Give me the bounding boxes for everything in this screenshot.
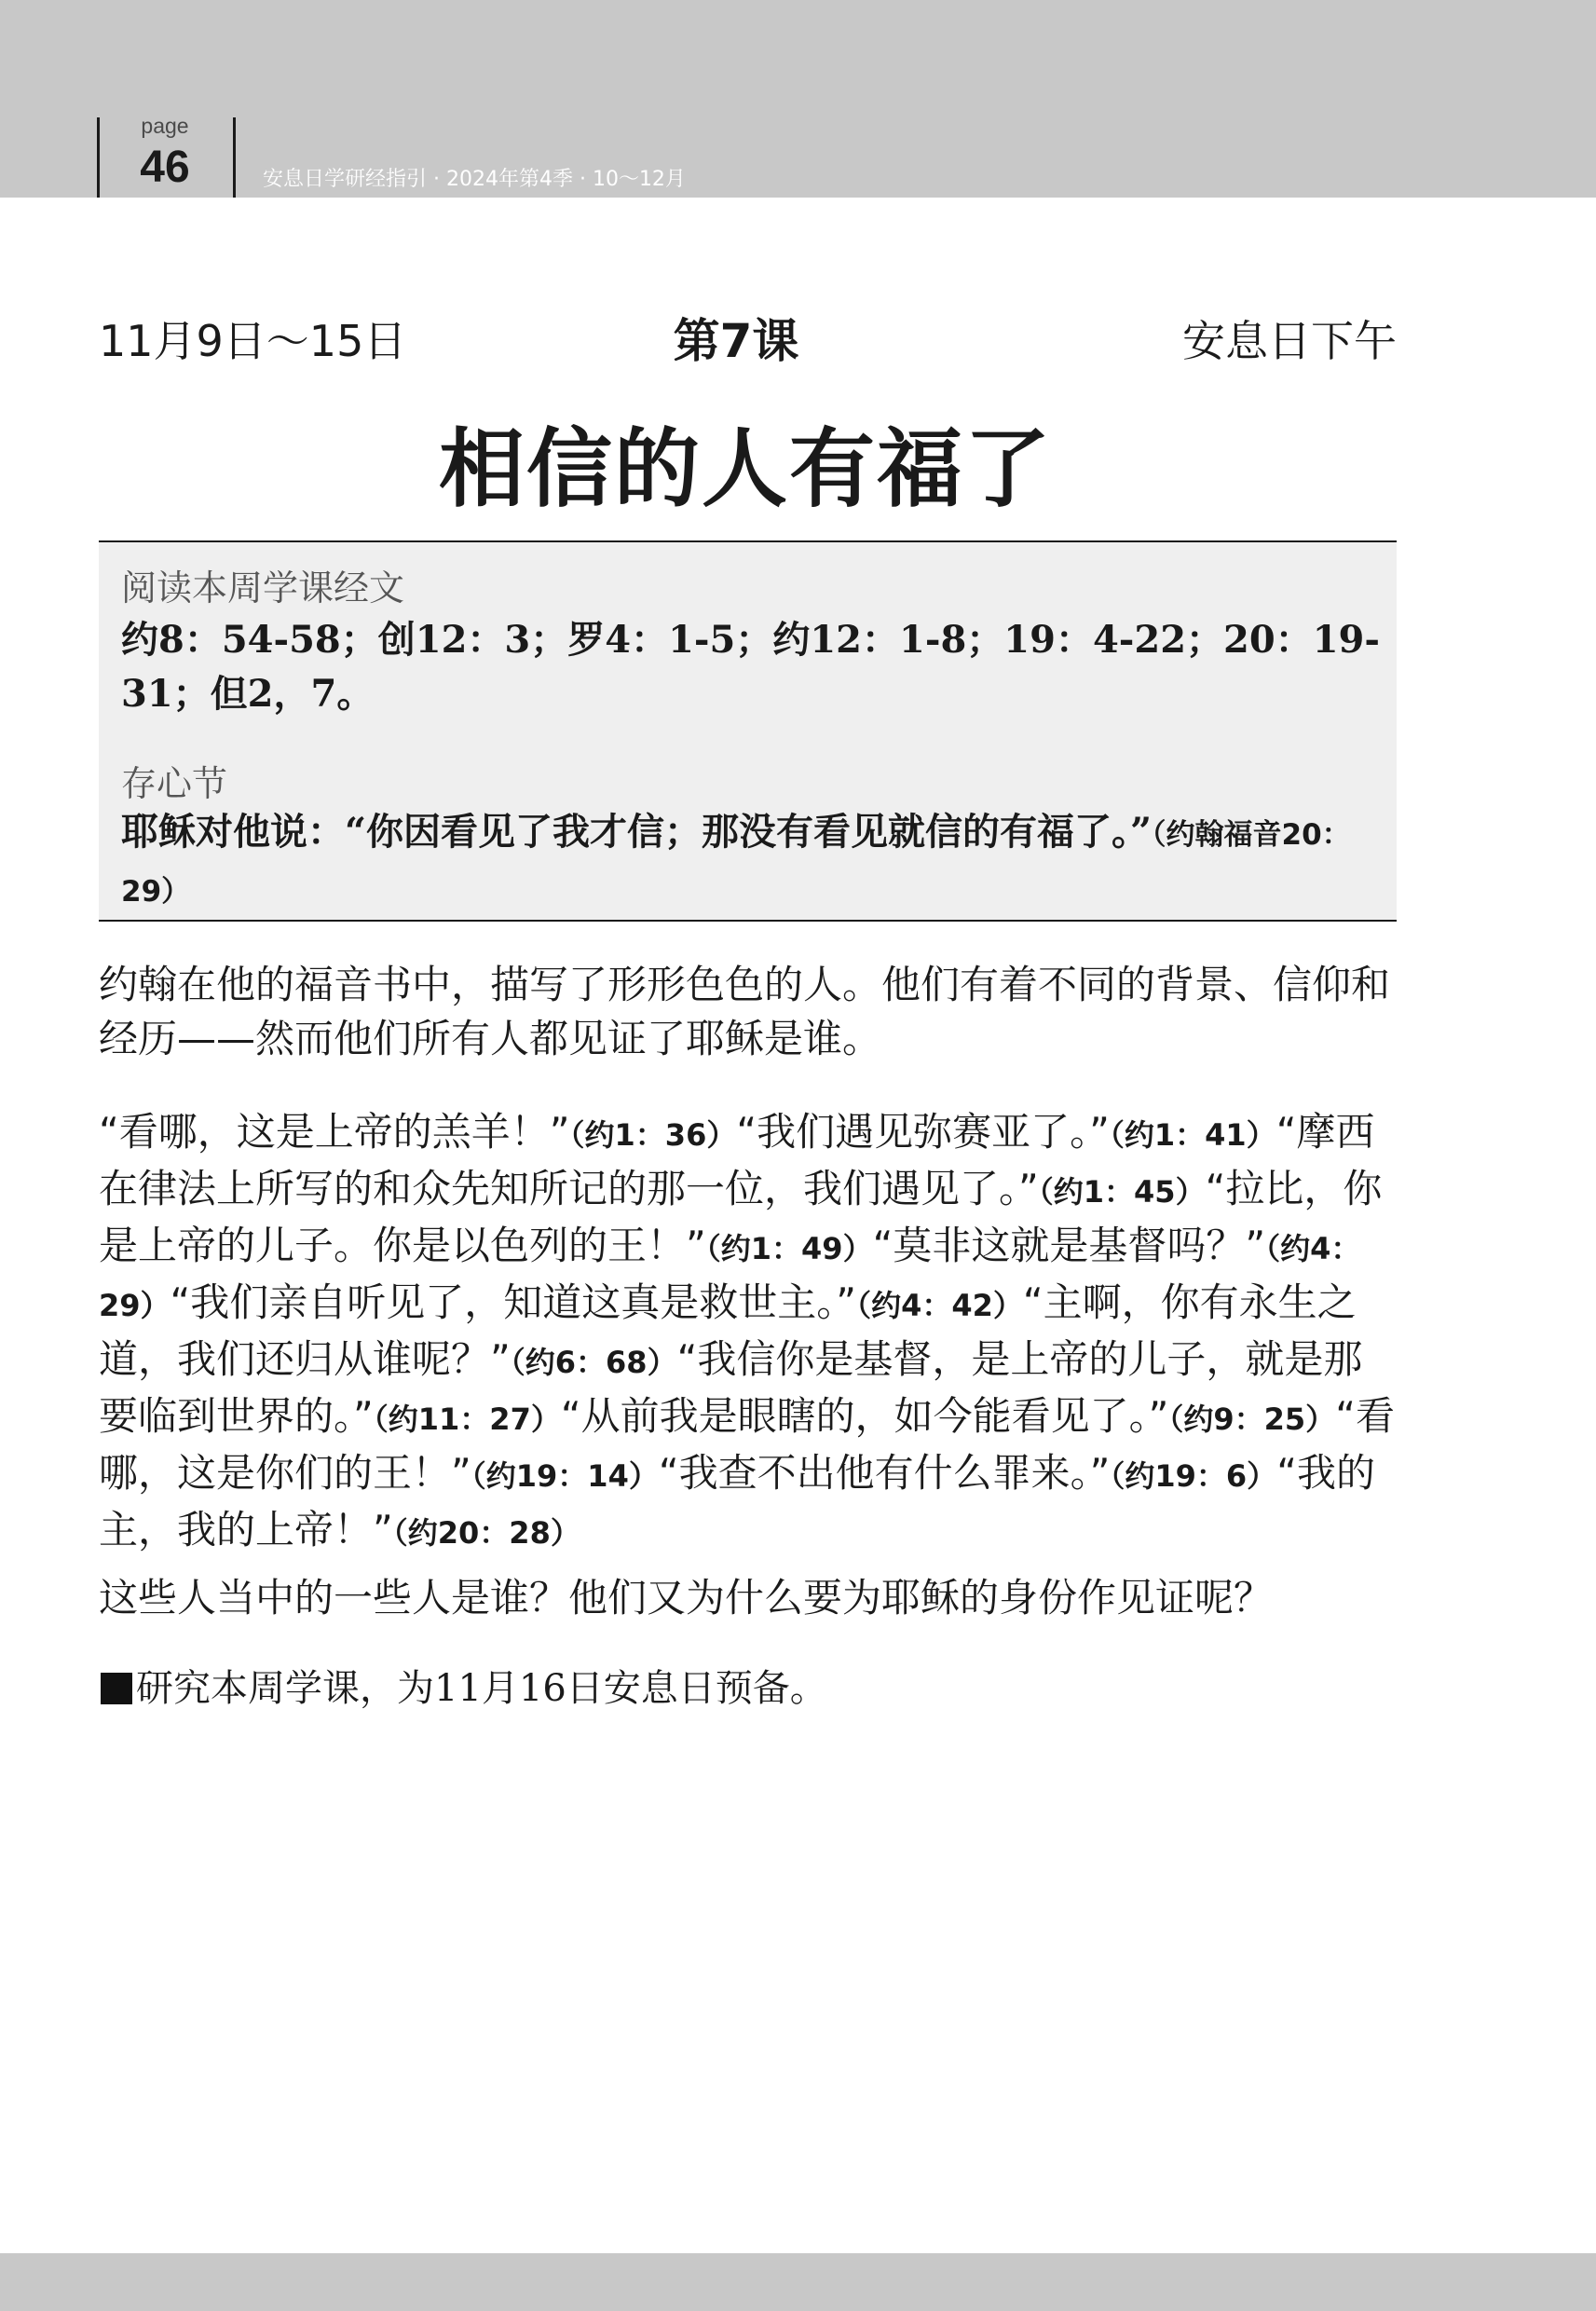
lesson-day: 安息日下午 — [1182, 316, 1397, 366]
preparation-note — [101, 1659, 827, 1712]
lesson-title: 相信的人有福了 — [438, 418, 1052, 519]
quote-reference: （约1：41） — [1109, 1117, 1276, 1153]
quote-reference: （约4：42） — [856, 1288, 1023, 1323]
quote-reference: （约6：68） — [510, 1345, 677, 1380]
header-band — [0, 0, 1596, 198]
quote-text: “看哪，这是你们的王！” — [99, 1393, 1395, 1496]
quote-text: “我们亲自听见了，知道这真是救世主。” — [170, 1279, 857, 1325]
memory-verse — [121, 805, 1384, 919]
quote-reference: （约20：28） — [392, 1515, 580, 1551]
quote-text: “我查不出他有什么罪来。” — [658, 1450, 1111, 1496]
memory-verse-citation: （约翰福音20：29） — [121, 818, 1351, 909]
publication-title: 安息日学研经指引 · 2024年第4季 · 10～12月 — [263, 168, 686, 191]
reading-scriptures: 约8：54-58；创12：3；罗4：1-5；约12：1-8；19：4-22；20：19-31；但2，7。 — [121, 618, 1380, 716]
quote-reference: （约19：14） — [471, 1458, 659, 1494]
page-label: page — [141, 114, 189, 138]
preparation-text: 研究本周学课，为11月16日安息日预备。 — [136, 1667, 827, 1710]
intro-paragraph: 约翰在他的福音书中，描写了形形色色的人。他们有着不同的背景、信仰和经历——然而他们所有人都见证了耶稣是谁。 — [99, 962, 1391, 1061]
quote-reference: （约19：6） — [1110, 1458, 1277, 1494]
quote-text: “摩西在律法上所写的和众先知所记的那一位，我们遇见了。” — [99, 1109, 1375, 1211]
quote-text: “拉比，你是上帝的儿子。你是以色列的王！” — [99, 1166, 1383, 1268]
quote-reference: （约1：45） — [1038, 1174, 1206, 1210]
quote-text: “我的主，我的上帝！” — [99, 1450, 1375, 1552]
black-square-icon — [101, 1673, 132, 1704]
quote-text: “看哪，这是上帝的羔羊！” — [99, 1109, 570, 1155]
question-paragraph: 这些人当中的一些人是谁？他们又为什么要为耶稣的身份作见证呢？ — [99, 1575, 1274, 1620]
quote-reference: （约11：27） — [373, 1402, 561, 1437]
quote-reference: （约1：36） — [569, 1117, 737, 1153]
quote-text: “主啊，你有永生之道，我们还归从谁呢？” — [99, 1279, 1357, 1382]
quote-reference: （约9：25） — [1168, 1402, 1336, 1437]
quote-text: “莫非这就是基督吗？” — [872, 1223, 1266, 1268]
lesson-date-range: 11月9日～15日 — [99, 316, 407, 366]
reading-heading: 阅读本周学课经文 — [121, 567, 405, 609]
quote-reference: （约4：29） — [99, 1231, 1361, 1323]
quote-text: “我信你是基督，是上帝的儿子，就是那要临到世界的。” — [99, 1336, 1363, 1439]
header-divider-right — [233, 117, 236, 198]
quote-text: “我们遇见弥赛亚了。” — [736, 1109, 1110, 1155]
lesson-number: 第7课 — [673, 314, 799, 368]
quote-text: “从前我是眼瞎的，如今能看见了。” — [560, 1393, 1169, 1439]
page-number: 46 — [140, 143, 190, 192]
quote-reference: （约1：49） — [705, 1231, 873, 1266]
memory-heading: 存心节 — [121, 763, 228, 804]
footer-band — [0, 2253, 1596, 2311]
quotes-paragraph — [99, 1105, 1398, 1560]
reading-box — [99, 540, 1397, 922]
memory-verse-text: 耶稣对他说：“你因看见了我才信；那没有看见就信的有福了。” — [121, 810, 1153, 854]
